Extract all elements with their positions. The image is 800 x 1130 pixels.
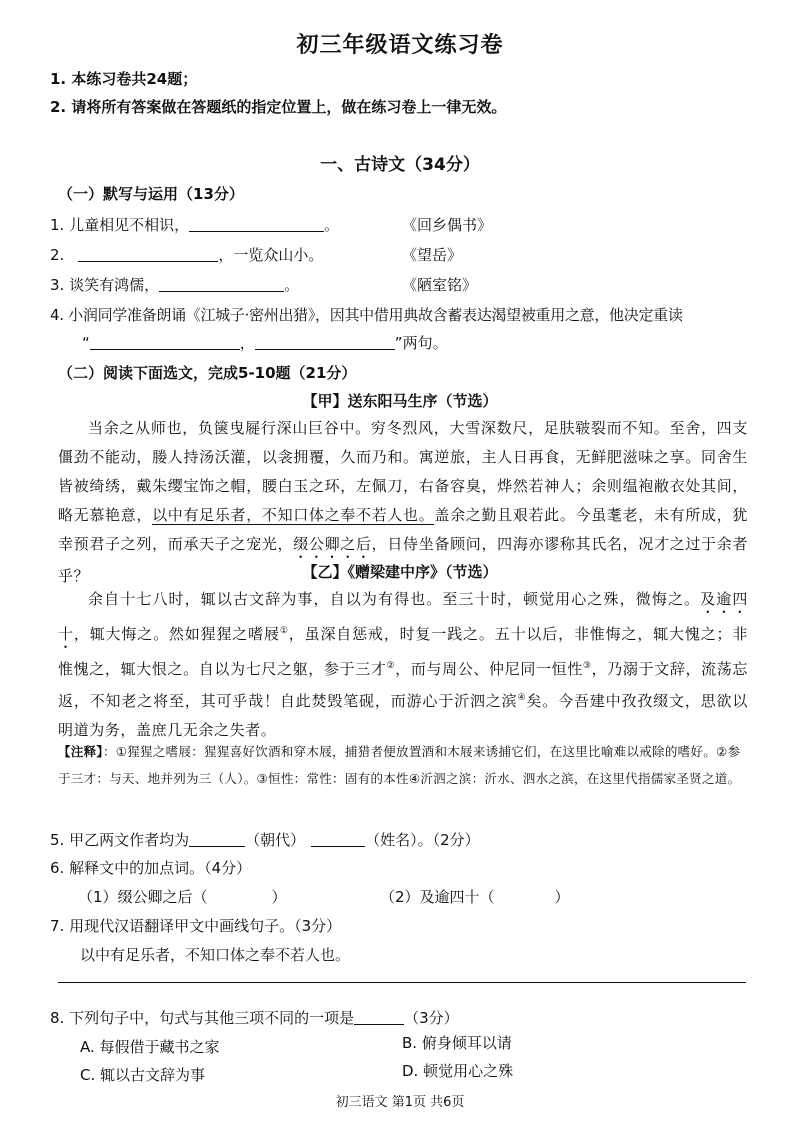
question-6: 6. 解释文中的加点词。（4分） <box>50 859 252 877</box>
close-quote: ”两句。 <box>394 334 448 352</box>
answer-blank[interactable] <box>354 1010 404 1025</box>
text-a-underlined-sentence: 以中有足乐者，不知口体之奉不若人也。 <box>152 506 435 524</box>
text-b-part2: ，辄大悔之。然如猩猩之嗜屐 <box>73 625 280 643</box>
answer-blank[interactable] <box>159 277 284 292</box>
source-q3: 《陋室铭》 <box>402 276 478 294</box>
close-paren: ） <box>271 888 287 906</box>
text-a-title: 【甲】送东阳马生序（节选） <box>302 392 498 410</box>
question-5-dynasty-label: （朝代） <box>245 831 306 849</box>
question-3 <box>50 274 299 295</box>
question-2-number: 2. <box>50 246 65 264</box>
text-b-part4: ，而与周公、仲尼同一恒性 <box>395 660 583 678</box>
text-b-part3: ，虽深自惩戒，时复一践之。五十以后，非惟悔之，辄大愧之；非惟愧之，辄大恨之。自以为七尺之躯，参于三才 <box>58 625 749 678</box>
note-ref-2: ② <box>386 661 396 671</box>
text-b-title: 【乙】《赠梁建中序》（节选） <box>302 563 498 581</box>
notice-2: 2. 请将所有答案做在答题纸的指定位置上，做在练习卷上一律无效。 <box>50 98 507 116</box>
annotation-text: ：①猩猩之嗜屐：猩猩喜好饮酒和穿木屐，捕猎者便放置酒和木屐来诱捕它们，在这里比喻难以戒除的嗜好。②参于三才：与天、地并列为三（人）。③恒性：常性：固有的本性④沂泗之滨：沂水、泗水之滨，在这里代指儒家圣贤之道。 <box>58 744 741 786</box>
question-7-sentence: 以中有足乐者，不知口体之奉不若人也。 <box>80 946 351 964</box>
question-2-text: ，一览众山小。 <box>218 246 324 264</box>
text-b-part5: ，乃溺于文辞，流荡忘返，不知老之将至，其可乎哉！自此焚毁笔砚，而游心于沂泗之滨 <box>58 660 749 710</box>
question-6-item-1-text: （1）缀公卿之后（ <box>78 888 208 906</box>
text-a-part3: ，日侍坐备顾问，四海亦谬称其氏名，况才之过于余者乎？ <box>58 535 748 585</box>
question-6-item-1 <box>78 886 287 907</box>
question-1 <box>50 214 339 235</box>
question-3-text: 3. 谈笑有鸿儒， <box>50 276 160 294</box>
question-6-item-2-text: （2）及逾四十（ <box>380 888 495 906</box>
question-1-suffix: 。 <box>324 216 340 234</box>
question-8-points: （3分） <box>404 1009 459 1027</box>
answer-line[interactable] <box>58 982 746 983</box>
text-b-part1: 余自十七八时，辄以古文辞为事，自以为有得也。至三十时，顿觉用心之殊，微悔之。 <box>88 590 701 608</box>
question-5-name-label: （姓名）。（2分） <box>365 831 480 849</box>
answer-blank[interactable] <box>78 247 218 262</box>
text-a-dotted-phrase: 缀公卿之后 <box>293 535 372 553</box>
comma: ， <box>239 334 255 352</box>
open-quote: “ <box>82 334 90 352</box>
close-paren: ） <box>554 888 570 906</box>
question-3-suffix: 。 <box>284 276 300 294</box>
text-a-part2: 盖余之勤且艰若此。今虽耄老，未有所成，犹幸预君子之列，而承天子之宠光， <box>58 506 748 553</box>
text-b-part6: 矣。今吾建中孜孜缀文，思欲以明道为务，盖庶几无余之失者。 <box>58 692 749 739</box>
question-2 <box>50 244 323 265</box>
part1-title: （一）默写与运用（13分） <box>58 185 244 203</box>
answer-blank-dynasty[interactable] <box>189 832 245 847</box>
question-4: 4. 小润同学准备朗诵《江城子·密州出猎》，因其中借用典故含蓄表达渴望被重用之意，他决定重读 <box>50 306 683 324</box>
note-ref-1: ① <box>279 626 289 636</box>
question-8 <box>50 1007 459 1028</box>
question-4-blanks <box>82 332 448 353</box>
question-6-item-2 <box>380 886 570 907</box>
note-ref-4: ④ <box>517 693 527 703</box>
source-q1: 《回乡偶书》 <box>402 216 493 234</box>
answer-blank[interactable] <box>189 217 324 232</box>
source-q2: 《望岳》 <box>402 246 463 264</box>
option-b[interactable]: B. 俯身倾耳以请 <box>402 1034 512 1052</box>
note-ref-3: ③ <box>582 661 592 671</box>
page-footer: 初三语文 第1页 共6页 <box>335 1095 465 1110</box>
option-d[interactable]: D. 顿觉用心之殊 <box>402 1062 514 1080</box>
question-7: 7. 用现代汉语翻译甲文中画线句子。（3分） <box>50 917 342 935</box>
answer-blank[interactable] <box>255 335 395 350</box>
answer-blank[interactable] <box>90 335 240 350</box>
question-5 <box>50 829 480 850</box>
page-title: 初三年级语文练习卷 <box>296 33 504 58</box>
question-8-text: 8. 下列句子中，句式与其他三项不同的一项是 <box>50 1009 355 1027</box>
question-5-text: 5. 甲乙两文作者均为 <box>50 831 190 849</box>
text-b-dotted-phrase: 及逾四十 <box>58 590 748 643</box>
annotation-label: 【注释】 <box>58 744 103 759</box>
question-1-text: 1. 儿童相见不相识， <box>50 216 190 234</box>
text-b-body <box>58 585 748 745</box>
option-c[interactable]: C. 辄以古文辞为事 <box>80 1066 206 1084</box>
annotations <box>58 738 748 792</box>
text-a-part1: 当余之从师也，负箧曳屣行深山巨谷中。穷冬烈风，大雪深数尺，足肤皲裂而不知。至舍，四支僵劲不能动，媵人持汤沃灌，以衾拥覆，久而乃和。寓逆旅，主人日再食，无鲜肥滋味之享。同舍生皆被绮绣，戴朱缨宝饰之帽，腰白玉之环，左佩刀，右备容臭，烨然若神人；余则缊袍敝衣处其间，略无慕艳意， <box>58 419 748 524</box>
part2-title: （二）阅读下面选文，完成5-10题（21分） <box>58 364 357 382</box>
notice-1: 1. 本练习卷共24题； <box>50 70 198 88</box>
option-a[interactable]: A. 每假借于藏书之家 <box>80 1038 220 1056</box>
section-title: 一、古诗文（34分） <box>320 155 480 175</box>
answer-blank-name[interactable] <box>311 832 365 847</box>
